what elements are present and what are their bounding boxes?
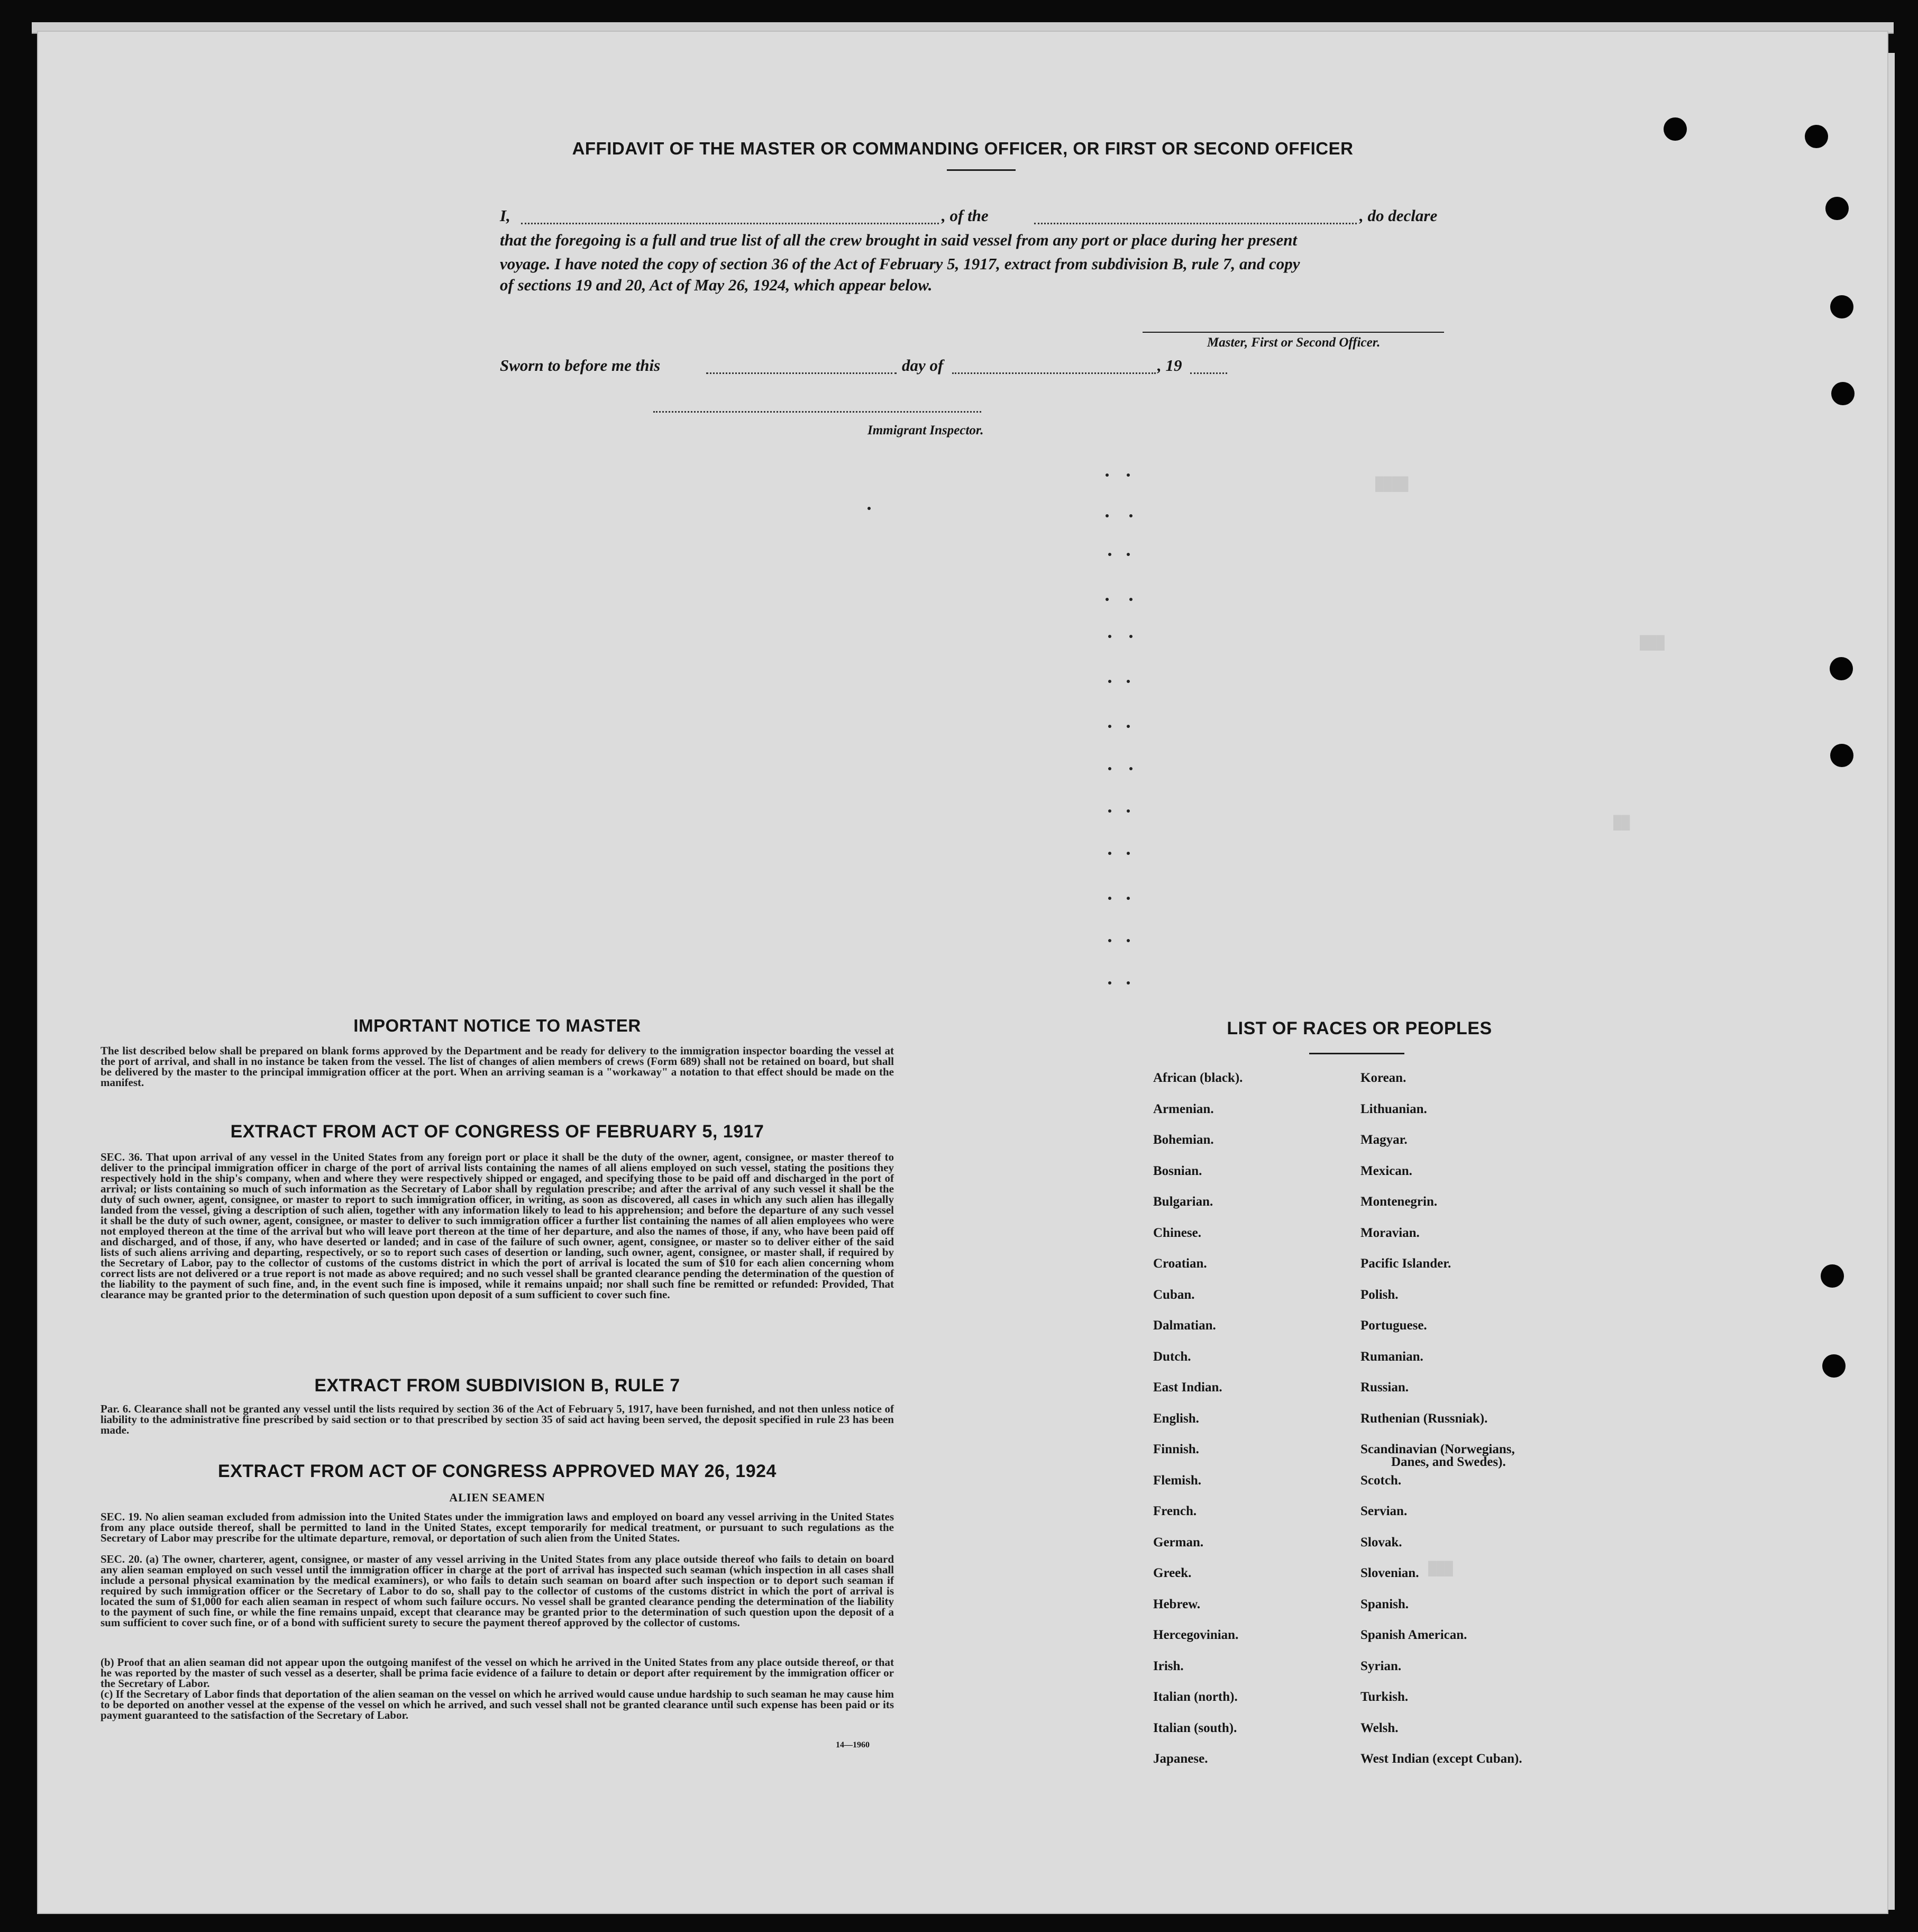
race-right-item: Spanish.: [1360, 1597, 1409, 1611]
alien-seamen-subtitle: ALIEN SEAMEN: [449, 1491, 545, 1504]
binder-hole: [1664, 117, 1687, 141]
race-right-item: Russian.: [1360, 1380, 1409, 1395]
race-right-item: Scotch.: [1360, 1473, 1402, 1488]
speck: [1108, 553, 1111, 556]
speck: [1108, 680, 1111, 683]
name-blank: [521, 223, 939, 224]
race-left-item: French.: [1153, 1504, 1197, 1518]
race-left-item: Croatian.: [1153, 1256, 1207, 1271]
document-page: [37, 31, 1888, 1914]
speck: [1108, 939, 1111, 942]
sec20a-text: SEC. 20. (a) The owner, charterer, agent, consignee, or master of any vessel arriving in the United States from any place outside thereof who fails to detain on board any alien seaman employed on such vessel until the immigration officer in charge at the port of arrival has inspected such seaman (which inspection in all cases shall include a personal physical examination by the medical examiners), or who fails to detain such seaman on board after such inspection or to deport such seaman if required by such immigration officer or the Secretary of Labor to do so, shall pay to the collector of customs of the customs district in which the port of arrival is located the sum of $1,000 for each alien seaman in respect of whom such failure occurs. No vessel shall be granted clearance pending the determination of the liability to the payment of such fine, or while the fine remains unpaid, except that clearance may be granted prior to the determination of such question upon the deposit of a sum sufficient to cover such fine, or of a bond with sufficient surety to secure the payment thereof approved by the collector of customs.: [101, 1553, 894, 1629]
speck: [1106, 514, 1109, 517]
race-right-item: Slovenian.: [1360, 1566, 1419, 1580]
sec20c-text: (c) If the Secretary of Labor finds that deportation of the alien seaman on the vessel on which he arrived would cause undue hardship to such seaman he may cause him to be deported on another vessel at the expense of the vessel on which he arrived, and such vessel shall not be granted clearance until such expense has been paid or its payment guaranteed to the satisfaction of the Secretary of Labor.: [101, 1688, 894, 1721]
race-right-item: Rumanian.: [1360, 1350, 1423, 1364]
speck: [1127, 725, 1130, 728]
binder-hole: [1821, 1264, 1844, 1288]
binder-hole: [1831, 382, 1855, 405]
race-right-item: West Indian (except Cuban).: [1360, 1752, 1522, 1766]
binder-hole: [1830, 657, 1853, 680]
affidavit-do-declare: , do declare: [1359, 206, 1438, 225]
race-right-continuation: Danes, and Swedes).: [1391, 1455, 1506, 1469]
race-right-item: Pacific Islander.: [1360, 1256, 1451, 1271]
notice-text: The list described below shall be prepared on blank forms approved by the Department and be ready for delivery to the immigration inspector boarding the vessel at the port of arrival, and shall in no instance be taken from the vessel. The list of changes of alien members of crews (Form 689) shall not be retained on board, but shall be delivered by the master to the principal immigration officer at the port. When an arriving seaman is a "workaway" a notation to that effect should be made on the manifest.: [101, 1044, 894, 1089]
master-caption: Master, First or Second Officer.: [1207, 335, 1381, 350]
race-right-item: Spanish American.: [1360, 1628, 1467, 1642]
race-left-item: Finnish.: [1153, 1442, 1199, 1456]
rule7-title: EXTRACT FROM SUBDIVISION B, RULE 7: [314, 1375, 680, 1396]
bleed-through: ██: [1613, 815, 1630, 831]
race-left-item: Dutch.: [1153, 1350, 1191, 1364]
race-right-item: Mexican.: [1360, 1164, 1412, 1178]
speck: [1127, 939, 1130, 942]
race-right-item: Turkish.: [1360, 1690, 1409, 1704]
extract-1917-title: EXTRACT FROM ACT OF CONGRESS OF FEBRUARY 5, 1917: [230, 1122, 764, 1142]
sworn-month-blank: [952, 372, 1156, 374]
sec19-text: SEC. 19. No alien seaman excluded from admission into the United States under the immigration laws and employed on board any vessel arriving in the United States from any place outside thereof, shall be permitted to land in the United States, except temporarily for medical treatment, or pursuant to such regulations as the Secretary of Labor may prescribe for the ultimate departure, removal, or deportation of such alien from the United States.: [101, 1510, 894, 1544]
race-left-item: Italian (north).: [1153, 1690, 1238, 1704]
speck: [1108, 852, 1111, 855]
inspector-caption: Immigrant Inspector.: [867, 423, 984, 438]
vessel-blank: [1034, 223, 1357, 224]
race-right-item: Korean.: [1360, 1071, 1406, 1085]
speck: [1129, 767, 1132, 770]
speck: [1108, 897, 1111, 900]
speck: [1127, 680, 1130, 683]
affidavit-line-3: voyage. I have noted the copy of section 36 of the Act of February 5, 1917, extract from subdivision B, rule 7, and copy: [500, 254, 1300, 273]
speck: [1129, 514, 1132, 517]
race-left-item: Bulgarian.: [1153, 1195, 1213, 1209]
speck: [1108, 635, 1111, 638]
speck: [1108, 981, 1111, 985]
race-right-item: Slovak.: [1360, 1535, 1402, 1550]
sworn-line: [500, 353, 1478, 378]
speck: [1127, 553, 1130, 556]
race-right-item: Moravian.: [1360, 1226, 1420, 1240]
speck: [1127, 852, 1130, 855]
race-left-item: English.: [1153, 1411, 1199, 1426]
race-left-item: Italian (south).: [1153, 1721, 1237, 1735]
speck: [1127, 897, 1130, 900]
affidavit-title: AFFIDAVIT OF THE MASTER OR COMMANDING OFFICER, OR FIRST OR SECOND OFFICER: [572, 139, 1354, 158]
affidavit-i: I,: [500, 206, 510, 225]
sworn-text: Sworn to before me this: [500, 356, 661, 375]
binder-hole: [1825, 197, 1849, 220]
race-right-item: Portuguese.: [1360, 1318, 1427, 1333]
race-right-item: Polish.: [1360, 1288, 1399, 1302]
speck: [1106, 473, 1109, 477]
speck: [1127, 473, 1130, 477]
race-left-item: Irish.: [1153, 1659, 1184, 1673]
race-left-item: Armenian.: [1153, 1102, 1214, 1116]
race-left-item: German.: [1153, 1535, 1204, 1550]
race-left-item: Cuban.: [1153, 1288, 1195, 1302]
race-left-item: Hebrew.: [1153, 1597, 1201, 1611]
binder-hole: [1822, 1354, 1846, 1378]
speck: [1127, 981, 1130, 985]
races-title: LIST OF RACES OR PEOPLES: [1227, 1018, 1492, 1038]
affidavit-line-2: that the foregoing is a full and true list of all the crew brought in said vessel from any port or place during her present: [500, 231, 1298, 249]
binder-hole: [1805, 125, 1828, 148]
race-right-item: Ruthenian (Russniak).: [1360, 1411, 1488, 1426]
race-right-item: Syrian.: [1360, 1659, 1402, 1673]
speck: [1108, 725, 1111, 728]
affidavit-of-the: , of the: [942, 206, 989, 225]
race-left-item: Japanese.: [1153, 1752, 1208, 1766]
bleed-through: ████: [1375, 476, 1409, 492]
rule7-text: Par. 6. Clearance shall not be granted any vessel until the lists required by section 36 of the Act of February 5, 1917, have been furnished, and not then unless notice of liability to the administrative fine prescribed by said section or to that prescribed by section 35 of said act having been served, the deposit specified in rule 23 has been made.: [101, 1402, 894, 1436]
sworn-day-blank: [706, 372, 897, 374]
race-left-item: Hercegovinian.: [1153, 1628, 1239, 1642]
races-title-rule: [1309, 1053, 1404, 1054]
notice-title: IMPORTANT NOTICE TO MASTER: [353, 1016, 641, 1035]
binder-hole: [1830, 295, 1853, 318]
race-left-item: East Indian.: [1153, 1380, 1222, 1395]
race-right-item: Magyar.: [1360, 1133, 1408, 1147]
speck: [1129, 598, 1132, 601]
race-left-item: Dalmatian.: [1153, 1318, 1216, 1333]
sworn-year-blank: [1190, 372, 1227, 374]
race-right-item: Montenegrin.: [1360, 1195, 1438, 1209]
affidavit-line-1: [500, 204, 1478, 228]
race-left-item: Greek.: [1153, 1566, 1192, 1580]
race-left-item: Flemish.: [1153, 1473, 1201, 1488]
race-left-item: Chinese.: [1153, 1226, 1201, 1240]
race-left-item: African (black).: [1153, 1071, 1243, 1085]
bleed-through: ███: [1428, 1561, 1453, 1576]
affidavit-line-4: of sections 19 and 20, Act of May 26, 1924, which appear below.: [500, 276, 933, 294]
sec20b-text: (b) Proof that an alien seaman did not appear upon the outgoing manifest of the vessel on which he arrived in the United States from any place outside thereof, or that he was reported by the master of such vessel as a deserter, shall be prima facie evidence of a failure to detain or deport after requirement by the immigration officer or the Secretary of Labor.: [101, 1656, 894, 1690]
form-number: 14—1960: [836, 1740, 870, 1749]
race-right-item: Lithuanian.: [1360, 1102, 1427, 1116]
race-right-item: Welsh.: [1360, 1721, 1399, 1735]
sworn-day-of: day of: [902, 356, 944, 375]
affidavit-title-rule: [947, 169, 1016, 171]
race-right-item: Servian.: [1360, 1504, 1408, 1518]
speck: [1106, 598, 1109, 601]
race-right-item: Scandinavian (Norwegians,: [1360, 1442, 1515, 1456]
sworn-year-prefix: , 19: [1157, 356, 1182, 375]
speck: [1108, 809, 1111, 813]
bleed-through: ███: [1640, 635, 1665, 651]
extract-1917-text: SEC. 36. That upon arrival of any vessel in the United States from any foreign port or place it shall be the duty of the owner, agent, consignee, or master thereof to deliver to the principal immigration officer in charge of the port of arrival lists containing the names of all aliens employed on such vessel, stating the positions they respectively hold in the ship's company, when and where they were respectively shipped or engaged, and specifying those to be paid off and discharged in the port of arrival; or lists containing so much of such information as the Secretary of Labor shall by regulation prescribe; and after the arrival of any such vessel it shall be the duty of such owner, agent, consignee, or master to report to such immigration officer, in writing, as soon as discovered, all cases in which any such alien has illegally landed from the vessel, giving a description of such alien, together with any information likely to lead to his apprehension; and before the departure of any such vessel it shall be the duty of such owner, agent, consignee, or master to deliver to such immigration officer a further list containing the names of all alien employees who were not employed thereon at the time of the arrival but who will leave port thereon at the time of her departure, and also the names of those, if any, who have been paid off and discharged, and of those, if any, who have deserted or landed; and in case of the failure of such owner, agent, consignee, or master so to deliver either of the said lists of such aliens arriving and departing, respectively, or so to report such cases of desertion or landing, such owner, agent, consignee, or master shall, if required by the Secretary of Labor, pay to the collector of customs of the customs district in which the port of arrival is located the sum of $10 for each alien concerning whom correct lists are not delivered or a true report is not made as above required; and no such vessel shall be granted clearance pending the determination of the question of the liability to the payment of such fine, and, in the event such fine is imposed, while it remains unpaid; nor shall such fine be remitted or refunded: Provided, That clearance may be granted prior to the determination of such question upon deposit of a sum sufficient to cover such fine.: [101, 1151, 894, 1301]
speck: [1129, 635, 1132, 638]
master-signature-line: [1143, 332, 1444, 333]
speck: [1127, 809, 1130, 813]
race-left-item: Bosnian.: [1153, 1164, 1202, 1178]
binder-hole: [1830, 744, 1853, 767]
speck: [867, 507, 871, 510]
inspector-signature-line: [653, 411, 981, 413]
speck: [1108, 767, 1111, 770]
extract-1924-title: EXTRACT FROM ACT OF CONGRESS APPROVED MAY 26, 1924: [218, 1461, 777, 1481]
race-left-item: Bohemian.: [1153, 1133, 1214, 1147]
